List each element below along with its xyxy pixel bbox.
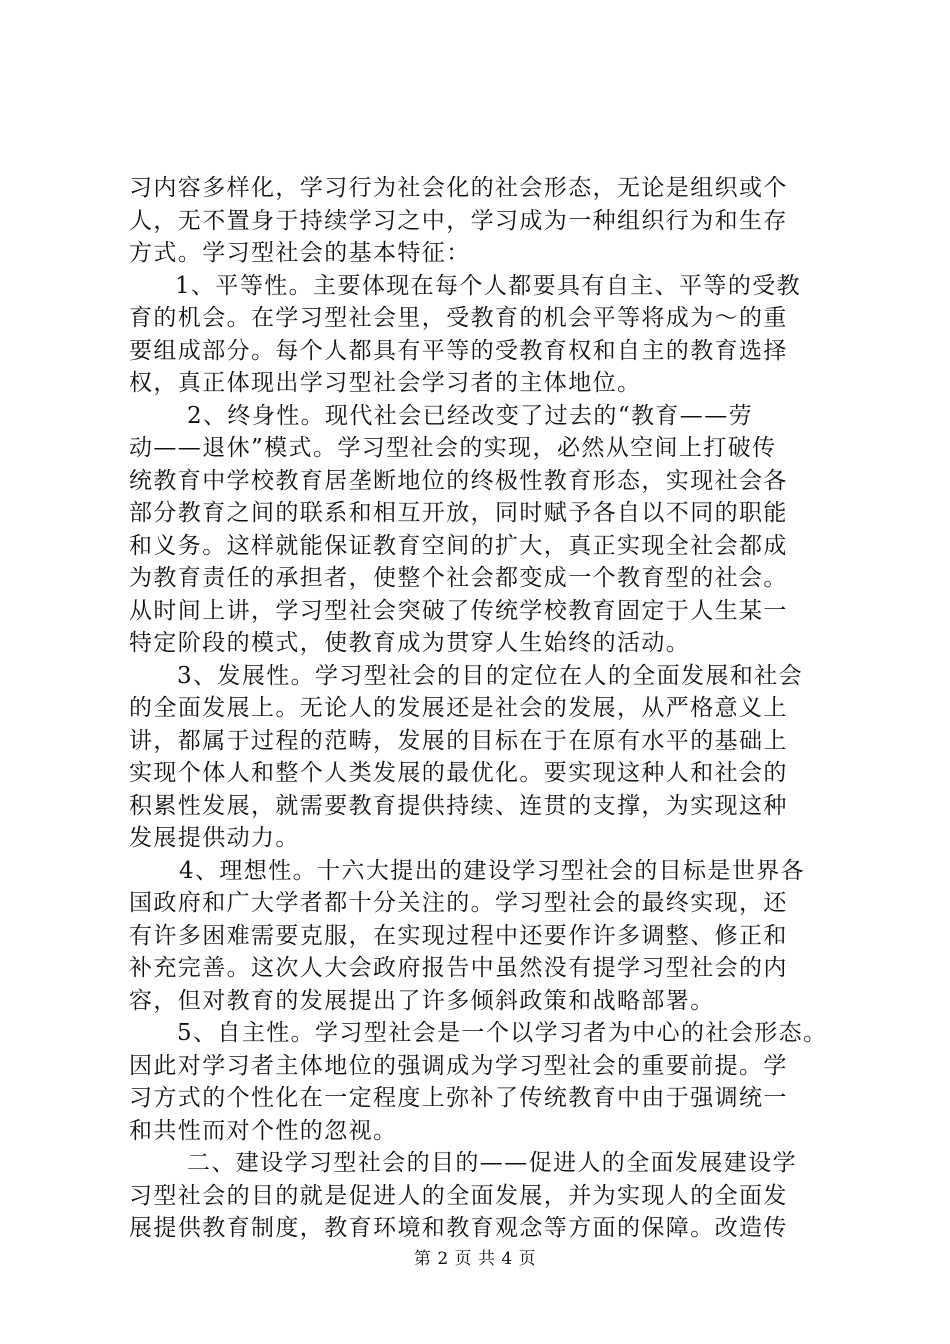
text-line: 从时间上讲，学习型社会突破了传统学校教育固定于人生某一 — [129, 597, 788, 624]
text-line: 人，无不置身于持续学习之中，学习成为一种组织行为和生存 — [129, 207, 788, 234]
text-line: 动——退休”模式。学习型社会的实现，必然从空间上打破传 — [129, 435, 777, 461]
text-line: 特定阶段的模式，使教育成为贯穿人生始终的活动。 — [129, 630, 691, 656]
paragraph-start-line: 1、平等性。主要体现在每个人都要具有自主、平等的受教 — [175, 272, 802, 299]
text-line: 习方式的个性化在一定程度上弥补了传统教育中由于强调统一 — [129, 1085, 788, 1111]
page-number-footer: 第 2 页 共 4 页 — [413, 1249, 537, 1269]
section-heading-line: 二、建设学习型社会的目的——促进人的全面发展建设学 — [187, 1150, 797, 1176]
text-line: 和义务。这样就能保证教育空间的扩大，真正实现全社会都成 — [129, 532, 788, 559]
paragraph-start-line: 5、自主性。学习型社会是一个以学习者为中心的社会形态。 — [177, 1020, 828, 1046]
text-line: 的全面发展上。无论人的发展还是社会的发展，从严格意义上 — [129, 695, 788, 721]
text-line: 习型社会的目的就是促进人的全面发展，并为实现人的全面发 — [129, 1182, 788, 1209]
paragraph-start-line: 3、发展性。学习型社会的目的定位在人的全面发展和社会 — [177, 662, 804, 689]
text-line: 发展提供动力。 — [129, 825, 300, 851]
text-line: 补充完善。这次人大会政府报告中虽然没有提学习型社会的内 — [129, 955, 788, 981]
text-line: 讲，都属于过程的范畴，发展的目标在于在原有水平的基础上 — [129, 727, 788, 754]
text-line: 和共性而对个性的忽视。 — [129, 1117, 398, 1144]
text-line: 要组成部分。每个人都具有平等的受教育权和自主的教育选择 — [129, 337, 788, 364]
paragraph-start-line: 2、终身性。现代社会已经改变了过去的“教育——劳 — [187, 402, 753, 429]
text-line: 权，真正体现出学习型社会学习者的主体地位。 — [129, 370, 642, 396]
text-line: 容，但对教育的发展提出了许多倾斜政策和战略部署。 — [129, 987, 715, 1014]
text-line: 育的机会。在学习型社会里，受教育的机会平等将成为～的重 — [129, 305, 788, 331]
text-line: 积累性发展，就需要教育提供持续、连贯的支撑，为实现这种 — [129, 792, 788, 819]
paragraph-start-line: 4、理想性。十六大提出的建设学习型社会的目标是世界各 — [179, 857, 806, 884]
text-line: 部分教育之间的联系和相互开放，同时赋予各自以不同的职能 — [129, 500, 788, 526]
text-line: 为教育责任的承担者，使整个社会都变成一个教育型的社会。 — [129, 565, 788, 591]
text-line: 因此对学习者主体地位的强调成为学习型社会的重要前提。学 — [129, 1052, 788, 1079]
text-line: 习内容多样化，学习行为社会化的社会形态，无论是组织或个 — [129, 175, 788, 201]
text-line: 实现个体人和整个人类发展的最优化。要实现这种人和社会的 — [129, 760, 788, 786]
text-line: 统教育中学校教育居垄断地位的终极性教育形态，实现社会各 — [129, 467, 788, 494]
text-line: 展提供教育制度，教育环境和教育观念等方面的保障。改造传 — [129, 1215, 788, 1241]
text-line: 国政府和广大学者都十分关注的。学习型社会的最终实现，还 — [129, 890, 788, 916]
text-line: 有许多困难需要克服，在实现过程中还要作许多调整、修正和 — [129, 922, 788, 949]
text-line: 方式。学习型社会的基本特征： — [129, 240, 471, 266]
document-body — [129, 172, 829, 1245]
